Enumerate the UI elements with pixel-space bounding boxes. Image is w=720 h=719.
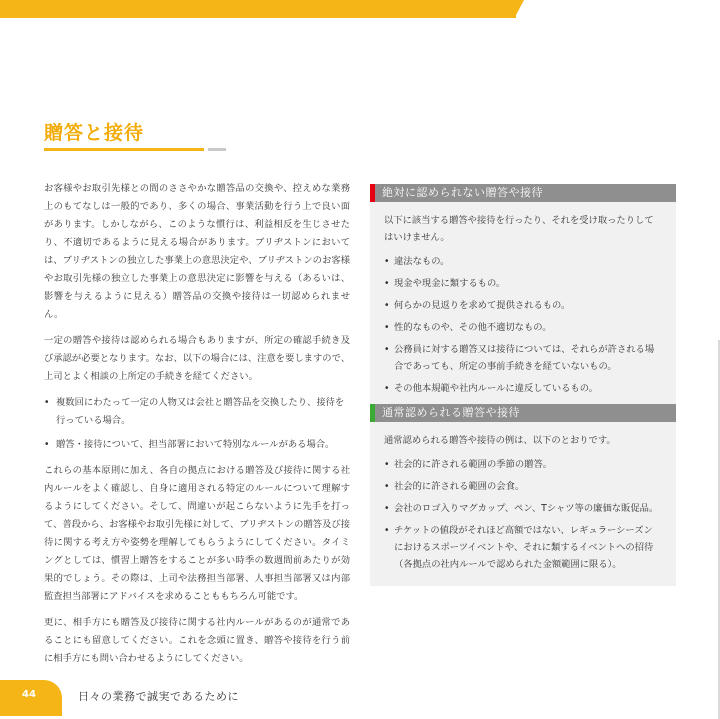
list-item: • 贈答・接待について、担当部署において特別なルールがある場合。 [44, 436, 350, 454]
prohibited-section [370, 184, 676, 410]
prohibited-list [384, 253, 662, 397]
permitted-section [370, 404, 676, 586]
list-item: • 現金や現金に類するもの。 [384, 275, 662, 292]
permitted-accent-marker [370, 404, 375, 422]
permitted-header-label: 通常認められる贈答や接待 [382, 406, 520, 419]
list-item: • 複数回にわたって一定の人物又は会社と贈答品を交換したり、接待を行っている場合。 [44, 394, 350, 430]
main-text-column [44, 180, 350, 676]
permitted-header [370, 404, 676, 422]
prohibited-header-label: 絶対に認められない贈答や接待 [382, 186, 543, 199]
list-item: • 何らかの見返りを求めて提供されるもの。 [384, 297, 662, 314]
list-item: • チケットの値段がそれほど高額ではない、レギュラーシーズンにおけるスポーツイベントや、それに類するイベントへの招待（各拠点の社内ルールで認められた金額範囲に限る）。 [384, 522, 662, 573]
paragraph-intro: お客様やお取引先様との間のささやかな贈答品の交換や、控えめな業務上のもてなしは一般的であり、多くの場合、事業活動を行う上で良い面があります。しかしながら、このような慣行は、利益相反を生じさせたり、不適切であるように見える場合があります。ブリヂストンにおいては、ブリヂストンの独立した事業上の意思決定や、ブリヂストンのお客様やお取引先様の独立した事業上の意思決定に影響を与える（あるいは、影響を与えるように見える）贈答品の交換や接待は一切認められません。 [44, 183, 350, 320]
caution-list [44, 394, 350, 454]
prohibited-intro: 以下に該当する贈答や接待を行ったり、それを受け取ったりしてはいけません。 [384, 215, 654, 243]
title-underline-gray [208, 148, 226, 151]
permitted-box [370, 422, 676, 586]
page-number: 44 [22, 689, 36, 700]
title-underline [44, 148, 204, 151]
permitted-intro: 通常認められる贈答や接待の例は、以下のとおりです。 [384, 435, 616, 446]
paragraph-counterparty: 更に、相手方にも贈答及び接待に関する社内ルールがあるのが通常であることにも留意してください。これを念頭に置き、贈答や接待を行う前に相手方にも問い合わせるようにしてください。 [44, 617, 350, 664]
list-item: • 違法なもの。 [384, 253, 662, 270]
footer-section-title: 日々の業務で誠実であるために [78, 690, 239, 703]
paragraph-approval: 一定の贈答や接待は認められる場合もありますが、所定の確認手続き及び承認が必要となります。なお、以下の場合には、注意を要しますので、上司とよく相談の上所定の手続きを経てください。 [44, 335, 350, 382]
page-title: 贈答と接待 [44, 122, 145, 144]
prohibited-box [370, 202, 676, 410]
top-accent-bar [0, 0, 516, 18]
paragraph-rules: これらの基本原則に加え、各自の拠点における贈答及び接待に関する社内ルールをよく確認し、自身に適用される特定のルールについて理解するようにしてください。そして、問違いが起こらないように先手を打って、普段から、お客様やお取引先様に対して、ブリヂストンの贈答及び接待に関する考え方や姿勢を理解してもらうようにしてください。タイミングとしては、慣習上贈答をすることが多い時季の数週間前あたりが効果的でしょう。その際は、上司や法務担当部署、人事担当部署又は内部監査担当部署にアドバイスを求めることももちろん可能です。 [44, 465, 350, 602]
prohibited-header [370, 184, 676, 202]
list-item: • 性的なものや、その他不適切なもの。 [384, 319, 662, 336]
list-item: • その他本規範や社内ルールに違反しているもの。 [384, 380, 662, 397]
list-item: • 社会的に許される範囲の会食。 [384, 478, 662, 495]
list-item: • 公務員に対する贈答又は接待については、それらが許される場合であっても、所定の事前手続きを経ていないもの。 [384, 341, 662, 375]
prohibited-accent-marker [370, 184, 375, 202]
list-item: • 社会的に許される範囲の季節の贈答。 [384, 456, 662, 473]
permitted-list [384, 456, 662, 573]
list-item: • 会社のロゴ入りマグカップ、ペン、Tシャツ等の廉価な販促品。 [384, 500, 662, 517]
